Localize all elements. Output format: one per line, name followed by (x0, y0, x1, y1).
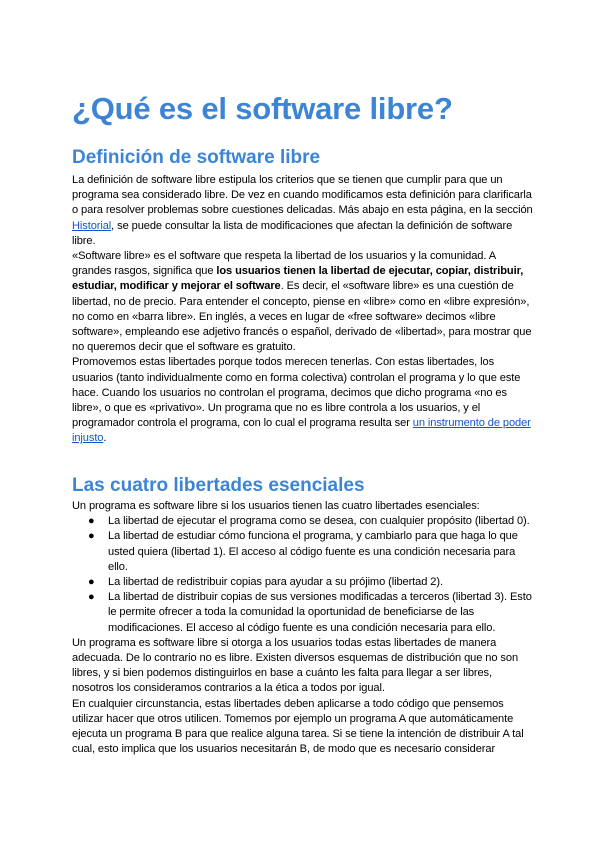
bullet-icon: ● (88, 591, 95, 604)
paragraph-text: . (103, 432, 107, 445)
paragraph: En cualquier circunstancia, estas libertades deben aplicarse a todo código que pensemos utilizar hacer que otros utilicen. Tomemos por ejemplo un programa A que automáticamente ejecuta un programa B para que realice alguna tarea. Si se tiene la intención de distribuir A tal cual, esto implica que los usuarios necesitarán B, de modo que es necesario considerar (72, 697, 524, 756)
list-item (72, 514, 534, 529)
list-item-text: La libertad de ejecutar el programa como se desea, con cualquier propósito (libertad 0). (108, 515, 530, 528)
list-item (72, 529, 534, 575)
paragraph-text: Promovemos estas libertades porque todos merecen tenerlas. Con estas libertades, los usuarios (tanto individualmente como en forma colectiva) controlan el programa y lo que este hace. Cuando los usuarios no controlan el programa, decimos que dicho programa «no es libre», o que es «privativo». Un programa que no es libre controla a los usuarios, y el programador controla el programa, con lo cual el programa resulta ser (72, 356, 521, 430)
list-item-text: La libertad de redistribuir copias para ayudar a su prójimo (libertad 2). (108, 576, 443, 589)
bullet-icon: ● (88, 530, 95, 543)
paragraph-text: La definición de software libre estipula los criterios que se tienen que cumplir para que un programa sea considerado libre. De vez en cuando modificamos esta definición para clarificarla o para resolver problemas sobre cuestiones delicadas. Más abajo en esta página, en la sección (72, 174, 533, 217)
list-item (72, 590, 534, 636)
bullet-icon: ● (88, 576, 95, 589)
paragraph (72, 355, 534, 446)
paragraph-text: , se puede consultar la lista de modificaciones que afectan la definición de software libre. (72, 219, 513, 247)
paragraph-text: . Es decir, el «software libre» es una cuestión de libertad, no de precio. Para entender el concepto, piense en «libre» como en «libre expresión», no como en «barra libre». En inglés, a veces en lugar de «free software» decimos «libre software», empleando ese adjetivo francés o español, derivado de «libertad», para mostrar que no queremos decir que el software es gratuito. (72, 280, 532, 354)
freedoms-list (72, 514, 534, 636)
page-title: ¿Qué es el software libre? (72, 91, 453, 126)
bold-text: los usuarios tienen la libertad de ejecutar, copiar, distribuir, estudiar, modificar y mejorar el software (72, 265, 524, 293)
paragraph (72, 249, 534, 355)
historial-link[interactable]: Historial (72, 219, 112, 232)
paragraph: Un programa es software libre si otorga a los usuarios todas estas libertades de manera adecuada. De lo contrario no es libre. Existen diversos esquemas de distribución que no son libres, y si bien podemos distinguirlos en base a cuánto les falta para llegar a ser libres, nosotros los consideramos contrarios a la ética a todos por igual. (72, 636, 519, 695)
list-item (72, 575, 534, 590)
definition-section (72, 173, 534, 447)
bullet-icon: ● (88, 515, 95, 528)
paragraph: Un programa es software libre si los usuarios tienen las cuatro libertades esenciales: (72, 500, 480, 512)
paragraph (72, 173, 534, 249)
freedoms-section (72, 499, 534, 757)
paragraph-text: «Software libre» es el software que respeta la libertad de los usuarios y la comunidad. A grandes rasgos, significa que (72, 250, 496, 278)
list-item-text: La libertad de distribuir copias de sus versiones modificadas a terceros (libertad 3). Esto le permite ofrecer a toda la comunidad la oportunidad de beneficiarse de las modificaciones. El acceso al código fuente es una condición necesaria para ello. (108, 591, 532, 634)
unjust-power-link[interactable]: un instrumento de poder injusto (72, 417, 531, 445)
section-heading-definition: Definición de software libre (72, 147, 321, 168)
section-heading-freedoms: Las cuatro libertades esenciales (72, 475, 365, 496)
list-item-text: La libertad de estudiar cómo funciona el programa, y cambiarlo para que haga lo que usted quiera (libertad 1). El acceso al código fuente es una condición necesaria para ello. (108, 530, 518, 573)
